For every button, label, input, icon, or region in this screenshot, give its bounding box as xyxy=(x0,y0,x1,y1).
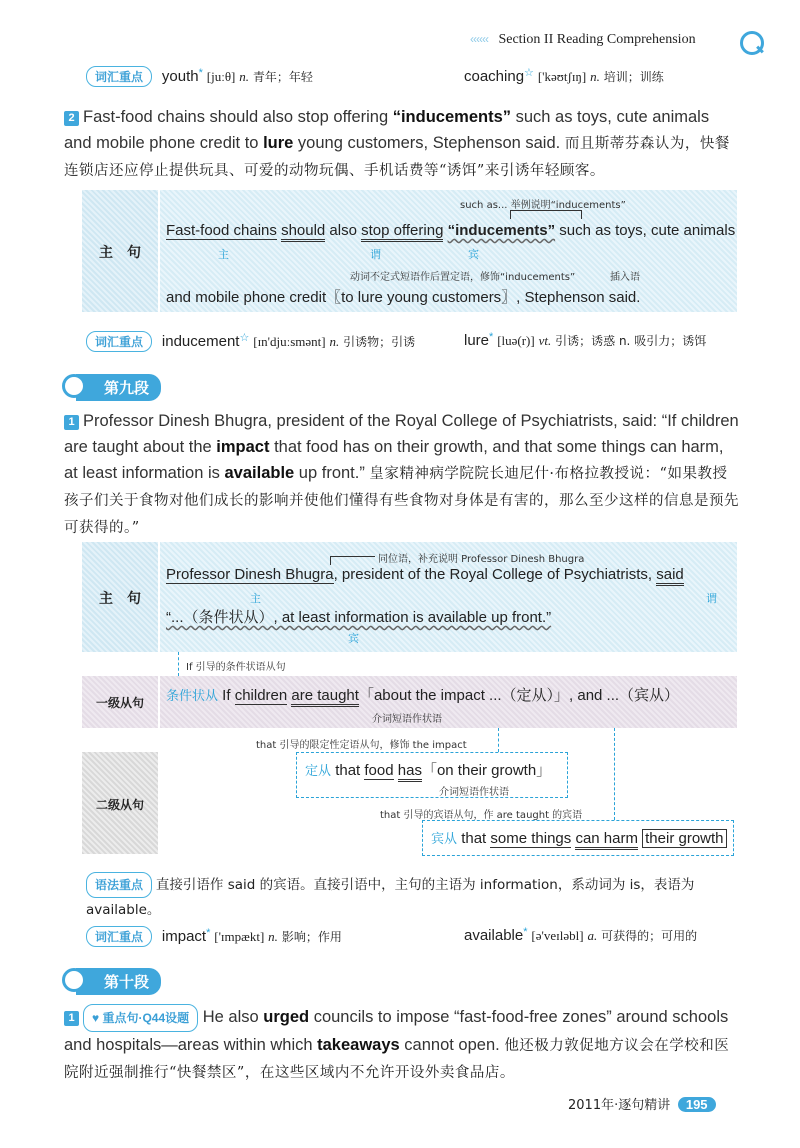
vocab-label: 词汇重点 xyxy=(86,331,152,352)
vocab-phonetic: [ɪn'djuːsmənt] xyxy=(253,334,326,349)
connector-line xyxy=(498,728,500,752)
grammar-note xyxy=(86,872,746,921)
subject: some things xyxy=(490,830,572,847)
text: young customers, Stephenson said. xyxy=(293,134,565,152)
vocab-pos: vt. xyxy=(538,333,552,348)
header-arrows: ‹‹‹‹‹‹ xyxy=(470,32,488,46)
connector-line xyxy=(178,652,180,676)
sentence-paragraph xyxy=(64,104,740,184)
sentence-paragraph xyxy=(64,1004,740,1086)
key-sentence-label: 重点句·Q44设题 xyxy=(102,1011,190,1025)
text: that food has on their growth, and that some things can harm, at least information is xyxy=(64,438,724,482)
section-title-9: 第九段 xyxy=(76,374,161,401)
keyword: “inducements” xyxy=(392,108,511,126)
role-object: 宾 xyxy=(348,632,359,645)
text: councils to impose “fast-food-free zones” around schools and hospitals—areas within which xyxy=(64,1008,729,1054)
object: “...（条件状从）, at least information is available up front.” xyxy=(166,609,552,626)
vocab-def: 引诱物；引诱 xyxy=(343,335,416,349)
object-line xyxy=(166,606,551,627)
vocab-row-1 xyxy=(86,66,746,87)
page-header xyxy=(470,30,696,48)
vocab-word: lure xyxy=(464,332,490,349)
text: also xyxy=(325,222,362,239)
key-sentence-badge xyxy=(83,1004,198,1032)
vocab-label: 词汇重点 xyxy=(86,926,152,947)
subject: Fast-food chains xyxy=(166,222,277,239)
chinese-translation: 他还极力敦促地方议会在学校和医院附近强制推行“快餐禁区”，在这些区域内不允许开设外卖食品店。 xyxy=(64,1038,730,1081)
text: If xyxy=(218,687,235,704)
subject: Professor Dinesh Bhugra xyxy=(166,566,334,583)
chinese-translation: 而且斯蒂芬森认为，快餐连锁店还应停止提供玩具、可爱的动物玩偶、手机话费等“诱饵”来引诱年轻顾客。 xyxy=(64,136,730,179)
annotation: such as... 举例说明“inducements” xyxy=(460,200,626,211)
vocab-def: 青年；年轻 xyxy=(252,70,313,84)
analysis-label-box xyxy=(82,190,158,312)
object: their growth xyxy=(642,829,726,848)
vocab-label: 词汇重点 xyxy=(86,66,152,87)
main-sentence xyxy=(166,222,735,239)
section-magnifier-icon xyxy=(62,374,86,398)
annotation: 动词不定式短语作后置定语，修饰“inducements” xyxy=(350,272,576,283)
main-clause-label: 主 句 xyxy=(99,591,141,607)
star-icon: * xyxy=(489,331,494,343)
vocab-word: coaching xyxy=(464,68,525,85)
annotation: 介词短语作状语 xyxy=(439,787,509,798)
vocab-phonetic: [luə(r)] xyxy=(497,333,535,348)
text: Fast-food chains should also stop offering xyxy=(83,108,393,126)
clause-label-box xyxy=(82,676,158,728)
keyword: lure xyxy=(263,134,294,152)
annotation: If 引导的条件状语从句 xyxy=(186,662,286,673)
vocab-def: 培训；训练 xyxy=(603,70,664,84)
text: 「about the impact ...（定从）」, and ...（宾从） xyxy=(358,687,680,704)
analysis-main-box xyxy=(160,542,737,652)
clause-tag: 宾从 xyxy=(431,832,458,847)
bracket-line xyxy=(330,556,375,565)
text: such as toys, cute animals xyxy=(555,222,736,239)
section-magnifier-icon xyxy=(62,968,86,992)
connector-line xyxy=(614,728,616,820)
text: that xyxy=(461,830,487,847)
analysis-main-box xyxy=(160,190,737,312)
keyword: takeaways xyxy=(317,1036,400,1054)
vocab-word: inducement xyxy=(161,333,240,350)
sentence-line: and mobile phone credit〖to lure young customers〗, Stephenson said. xyxy=(166,289,641,306)
text: Professor Dinesh Bhugra, president of the Royal College of Psychiatrists, said: “If children are taught about the xyxy=(64,412,739,456)
object-clause xyxy=(431,828,727,847)
text: that xyxy=(335,762,361,779)
clause-box xyxy=(160,676,737,728)
clause-label-box xyxy=(82,752,158,854)
heart-icon: ♥ xyxy=(92,1011,100,1025)
clause-tag: 定从 xyxy=(305,764,332,779)
vocab-phonetic: ['ɪmpækt] xyxy=(214,929,265,944)
relative-clause-box xyxy=(296,752,568,798)
vocab-pos: n. xyxy=(239,69,250,84)
star-icon: * xyxy=(198,67,203,79)
role-predicate: 谓 xyxy=(370,248,381,261)
text: 「on their growth」 xyxy=(421,762,552,779)
keyword: available xyxy=(224,464,295,482)
text: up front.” xyxy=(294,464,370,482)
predicate: are taught xyxy=(291,687,359,707)
vocab-row-3 xyxy=(86,926,746,947)
vocab-phonetic: ['kəʊtʃɪŋ] xyxy=(537,69,587,84)
annotation: 同位语，补充说明 Professor Dinesh Bhugra xyxy=(378,554,585,565)
grammar-label: 语法重点 xyxy=(86,872,152,898)
page-number: 195 xyxy=(678,1097,716,1112)
text: such as toys, cute animals and mobile phone credit to xyxy=(64,108,710,152)
vocab-pos: n. xyxy=(329,334,340,349)
main-clause-label: 主 句 xyxy=(99,245,141,261)
annotation: 介词短语作状语 xyxy=(372,714,442,725)
vocab-def: 可获得的；可用的 xyxy=(601,929,698,943)
vocab-phonetic: [ə'veɪləbl] xyxy=(531,928,584,943)
predicate: said xyxy=(656,566,684,586)
page-footer xyxy=(568,1094,716,1113)
header-title: Section II Reading Comprehension xyxy=(498,32,696,47)
text: cannot open. xyxy=(399,1036,505,1054)
vocab-word: youth xyxy=(161,68,199,85)
appositive: , president of the Royal College of Psychiatrists, xyxy=(333,566,657,583)
object-clause-box xyxy=(422,820,734,856)
star-icon: ☆ xyxy=(239,332,250,344)
level1-sentence xyxy=(166,684,679,705)
vocab-def: 影响；作用 xyxy=(281,930,342,944)
annotation: that 引导的限定性定语从句，修饰 the impact xyxy=(256,740,467,751)
object: “inducements” xyxy=(447,222,556,239)
role-predicate: 谓 xyxy=(706,592,717,605)
keyword: impact xyxy=(216,438,270,456)
star-icon: ☆ xyxy=(524,67,534,79)
main-sentence xyxy=(166,566,684,583)
vocab-def: 引诱；诱惑 n. 吸引力；诱饵 xyxy=(555,334,707,348)
sentence-number: 1 xyxy=(64,415,79,430)
level2-label: 二级从句 xyxy=(95,798,144,812)
sentence-paragraph xyxy=(64,408,740,541)
annotation: that 引导的宾语从句，作 are taught 的宾语 xyxy=(380,810,583,821)
sentence-number: 2 xyxy=(64,111,79,126)
subject: children xyxy=(234,687,288,704)
clause-tag: 条件状从 xyxy=(166,689,219,704)
vocab-word: impact xyxy=(161,928,207,945)
analysis-label-box xyxy=(82,542,158,652)
text: He also xyxy=(198,1008,264,1026)
footer-text: 2011年·逐句精讲 xyxy=(568,1098,671,1113)
grammar-text: 直接引语作 said 的宾语。直接引语中，主句的主语为 information，系动词为 is，表语为 available。 xyxy=(86,877,695,918)
predicate: has xyxy=(398,762,422,782)
sentence-number: 1 xyxy=(64,1011,79,1026)
predicate: should xyxy=(281,222,325,242)
vocab-pos: n. xyxy=(268,929,278,944)
vocab-word: available xyxy=(464,927,524,944)
subject: food xyxy=(364,762,394,779)
chinese-translation: 皇家精神病学院院长迪尼什·布格拉教授说：“如果教授孩子们关于食物对他们成长的影响并使他们懂得有些食物对身体是有害的，那么至少这样的信息是预先可获得的。” xyxy=(64,466,739,536)
level1-label: 一级从句 xyxy=(95,696,144,710)
role-subject: 主 xyxy=(250,592,261,605)
section-title-10: 第十段 xyxy=(76,968,161,995)
star-icon: * xyxy=(206,927,211,939)
predicate: stop offering xyxy=(361,222,443,242)
relative-clause xyxy=(305,759,551,780)
predicate: can harm xyxy=(575,830,638,850)
annotation: 插入语 xyxy=(610,272,640,283)
role-object: 宾 xyxy=(468,248,479,261)
keyword: urged xyxy=(263,1008,310,1026)
role-subject: 主 xyxy=(218,248,229,261)
vocab-phonetic: [juːθ] xyxy=(206,69,236,84)
star-icon: * xyxy=(523,926,528,938)
vocab-pos: a. xyxy=(587,928,598,943)
bracket-line xyxy=(510,210,582,219)
vocab-pos: n. xyxy=(590,69,600,84)
vocab-row-2 xyxy=(86,331,746,352)
